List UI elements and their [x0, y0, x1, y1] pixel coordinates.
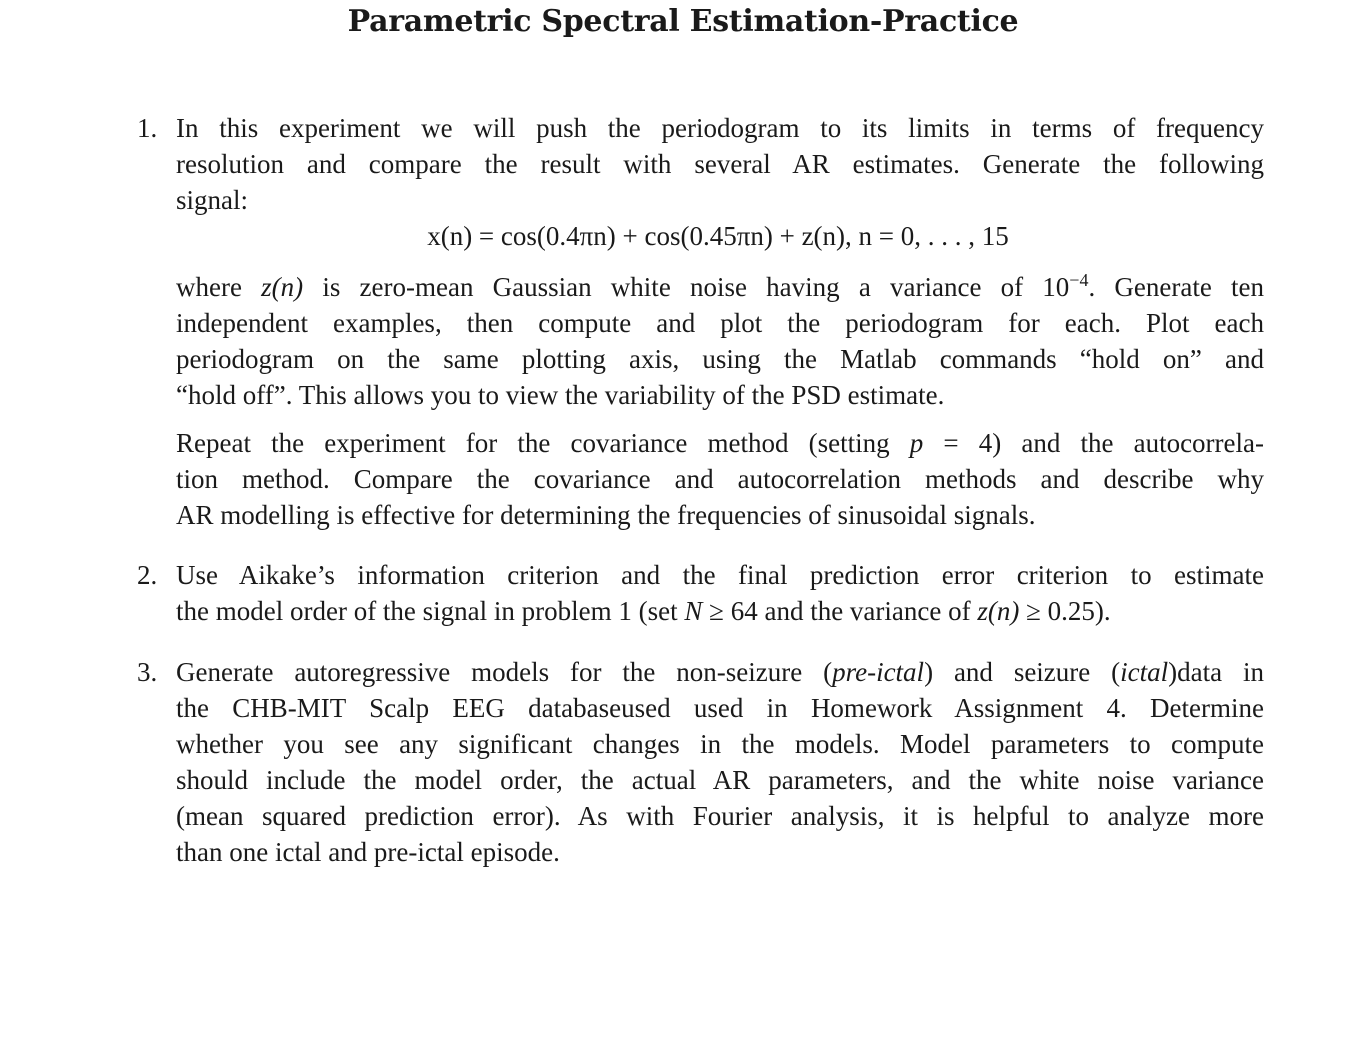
text-run: ≥ 0.25). [1019, 596, 1111, 626]
emphasis-text: ictal [1120, 657, 1169, 687]
text-line: the CHB-MIT Scalp EEG databaseused used in Homework Assignment 4. Determine [176, 693, 1264, 723]
text-line: independent examples, then compute and plot the periodogram for each. Plot each [176, 308, 1264, 338]
text-line: “hold off”. This allows you to view the variability of the PSD estimate. [176, 380, 945, 410]
text-line: In this experiment we will push the periodogram to its limits in terms of frequency [176, 113, 1264, 143]
text-line: tion method. Compare the covariance and autocorrelation methods and describe why [176, 464, 1264, 494]
text-line [176, 593, 1264, 629]
math-variable: p [909, 428, 924, 458]
item-1-noise-paragraph [176, 269, 1264, 413]
item-1-intro [176, 110, 1264, 218]
text-run: ≥ 64 and the variance of [702, 596, 978, 626]
item-2-paragraph [176, 557, 1264, 629]
text-line [176, 269, 1264, 305]
emphasis-text: pre-ictal [832, 657, 925, 687]
item-1-repeat-paragraph [176, 425, 1264, 533]
text-line: periodogram on the same plotting axis, using the Matlab commands “hold on” and [176, 344, 1264, 374]
math-variable: N [684, 596, 703, 626]
math-variable: z(n) [261, 272, 304, 302]
math-variable: z(n) [977, 596, 1020, 626]
item-3-paragraph [176, 654, 1264, 870]
page-title: Parametric Spectral Estimation-Practice [347, 4, 1019, 39]
text-run: . Generate ten [1088, 272, 1264, 302]
text-run: is zero-mean Gaussian white noise having a variance of 10 [303, 272, 1070, 302]
text-run: Generate autoregressive models for the non-seizure ( [176, 657, 833, 687]
text-line: whether you see any significant changes in the models. Model parameters to compute [176, 729, 1264, 759]
item-number: 1. [137, 113, 158, 143]
text-run: Repeat the experiment for the covariance method (setting [176, 428, 910, 458]
text-line [176, 425, 1264, 461]
text-line: Use Aikake’s information criterion and the final prediction error criterion to estimate [176, 560, 1264, 590]
text-run: ) and seizure ( [924, 657, 1121, 687]
text-run: where [176, 272, 262, 302]
item-number: 3. [137, 657, 158, 687]
text-line [176, 654, 1264, 690]
text-line: AR modelling is effective for determining the frequencies of sinusoidal signals. [176, 500, 1036, 530]
text-line: resolution and compare the result with several AR estimates. Generate the following [176, 149, 1264, 179]
text-line: than one ictal and pre-ictal episode. [176, 837, 560, 867]
math-exponent: −4 [1069, 270, 1089, 290]
signal-equation: x(n) = cos(0.4πn) + cos(0.45πn) + z(n), n = 0, . . . , 15 [427, 221, 1009, 251]
text-run: )data in [1168, 657, 1265, 687]
text-line: (mean squared prediction error). As with Fourier analysis, it is helpful to analyze more [176, 801, 1264, 831]
text-line: signal: [176, 185, 248, 215]
text-run: the model order of the signal in problem 1 (set [176, 596, 685, 626]
item-number: 2. [137, 560, 158, 590]
text-run: = 4) and the autocorrela- [923, 428, 1264, 458]
text-line: should include the model order, the actual AR parameters, and the white noise variance [176, 765, 1264, 795]
